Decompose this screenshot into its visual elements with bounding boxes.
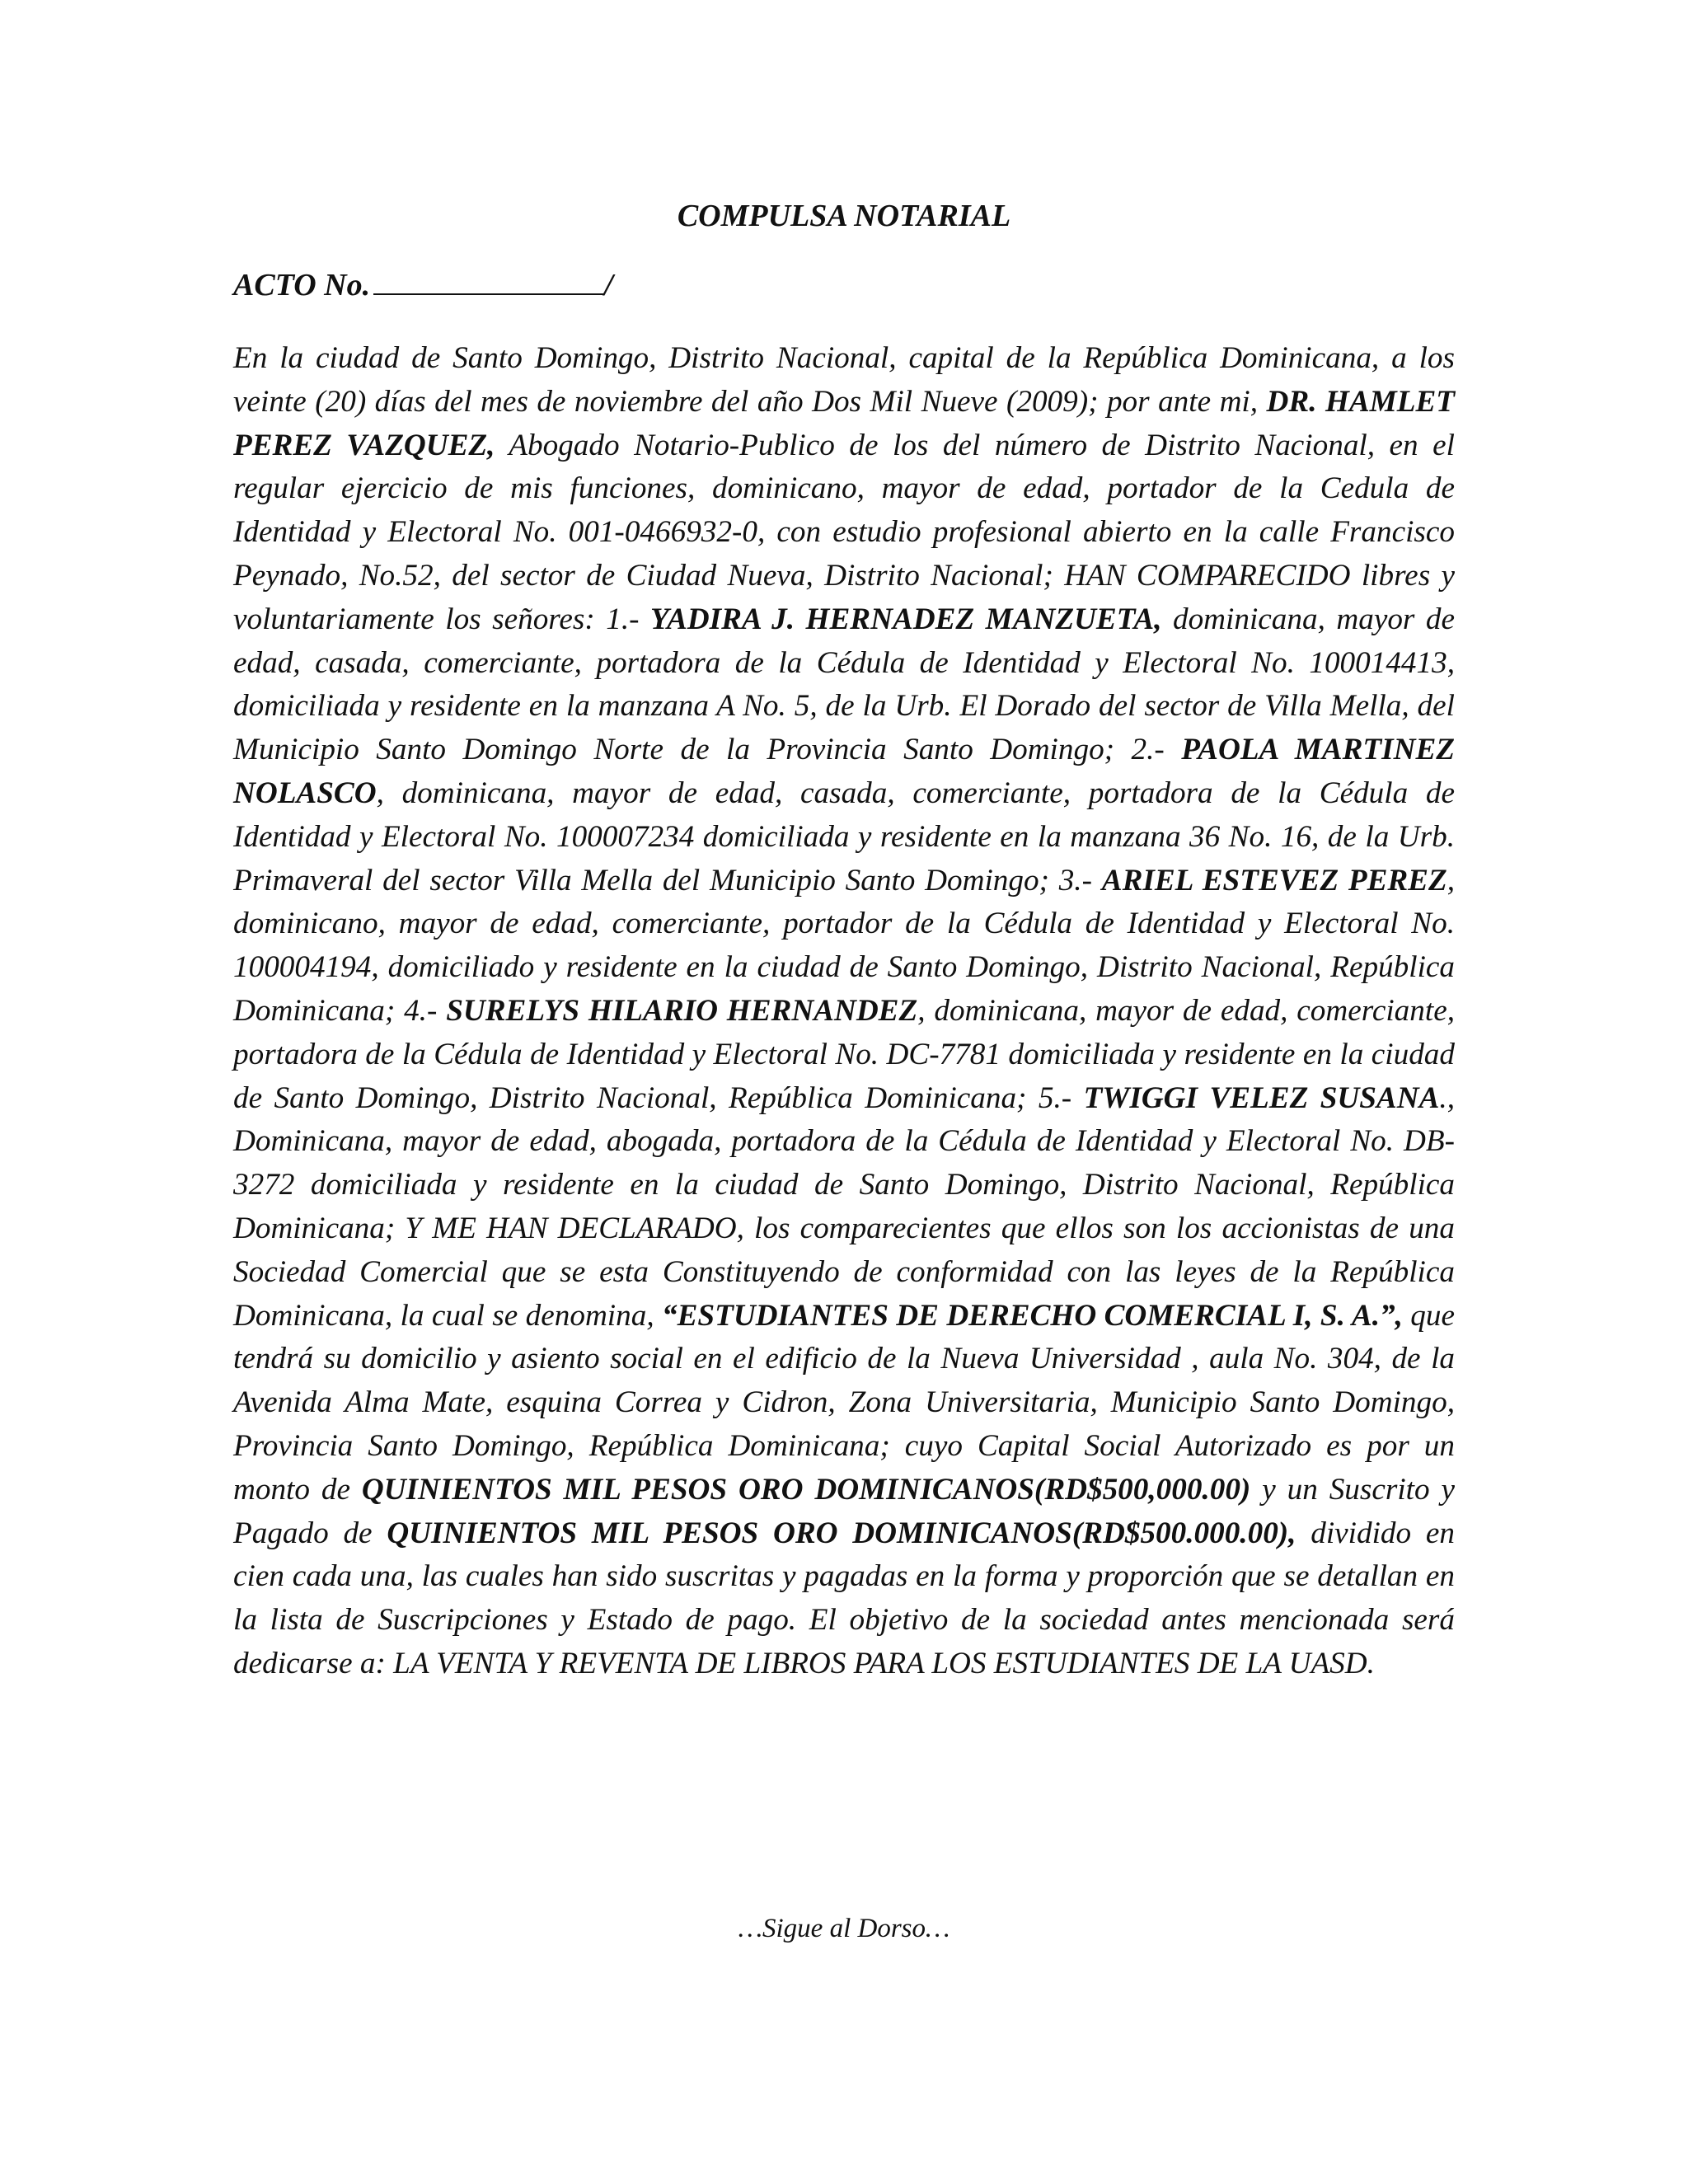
text-run: , dominicana, mayor de edad, comerciante, portadora de la Cédula de Identidad y Electoral No. DC-7781 domiciliada y residente en la ciudad de Santo Domingo, Distrito Nacional, República Dominicana; 5.- — [233, 993, 1455, 1115]
bold-text-run: PAOLA MARTINEZ NOLASCO — [233, 733, 1455, 810]
text-run: En la ciudad de Santo Domingo, Distrito Nacional, capital de la República Dominicana, a los veinte (20) días del mes de noviembre del año Dos Mil Nueve (2009); por ante mi, — [233, 341, 1455, 419]
text-run: , dominicana, mayor de edad, casada, comerciante, portadora de la Cédula de Identidad y Electoral No. 100007234 domiciliada y residente en la manzana 36 No. 16, de la Urb. Primaveral del sector Villa Mella del Municipio Santo Domingo; 3.- — [233, 776, 1455, 898]
bold-text-run: ARIEL ESTEVEZ PEREZ — [1101, 863, 1447, 898]
document-title: COMPULSA NOTARIAL — [677, 199, 1011, 233]
text-run: , dominicano, mayor de edad, comerciante, portador de la Cédula de Identidad y Electoral No. 100004194, domiciliado y residente en la ciudad de Santo Domingo, Distrito Nacional, República Dominicana; 4.- — [233, 863, 1455, 1028]
acto-suffix: / — [604, 268, 613, 302]
body-paragraph — [233, 337, 1455, 1686]
continuation-note: …Sigue al Dorso… — [738, 1914, 950, 1943]
text-run: dividido en cien cada una, las cuales han sido suscritas y pagadas en la forma y proporción que se detallan en la lista de Suscripciones y Estado de pago. El objetivo de la sociedad antes mencionada será dedicarse a: LA VENTA Y REVENTA DE LIBROS PARA LOS ESTUDIANTES DE LA UASD. — [233, 1516, 1455, 1680]
bold-text-run: SURELYS HILARIO HERNANDEZ — [446, 993, 918, 1028]
bold-text-run: YADIRA J. HERNADEZ MANZUETA, — [650, 602, 1162, 636]
acto-number-blank — [373, 265, 604, 295]
acto-label: ACTO No. — [233, 268, 371, 302]
text-run: ., Dominicana, mayor de edad, abogada, portadora de la Cédula de Identidad y Electoral No. DB-3272 domiciliada y residente en la ciudad de Santo Domingo, Distrito Nacional, República Dominicana; Y ME HAN DECLARADO, los comparecientes que ellos son los accionistas de una Sociedad Comercial que se esta Constituyendo de conformidad con las leyes de la República Dominicana, la cual se denomina, — [233, 1080, 1455, 1333]
bold-text-run: QUINIENTOS MIL PESOS ORO DOMINICANOS(RD$500.000.00), — [387, 1516, 1296, 1550]
text-run: Abogado Notario-Publico de los del número de Distrito Nacional, en el regular ejercicio de mis funciones, dominicano, mayor de edad, portador de la Cedula de Identidad y Electoral No. 001-0466932-0, con estudio profesional abierto en la calle Francisco Peynado, No.52, del sector de Ciudad Nueva, Distrito Nacional; HAN COMPARECIDO libres y voluntariamente los señores: 1.- — [233, 428, 1455, 636]
bold-text-run: DR. HAMLET PEREZ VAZQUEZ, — [233, 384, 1455, 462]
bold-text-run: QUINIENTOS MIL PESOS ORO DOMINICANOS(RD$500,000.00) — [361, 1472, 1251, 1507]
bold-text-run: “ESTUDIANTES DE DERECHO COMERCIAL I, S. A.”, — [662, 1298, 1403, 1333]
text-run: que tendrá su domicilio y asiento social en el edificio de la Nueva Universidad , aula No. 304, de la Avenida Alma Mate, esquina Correa y Cidron, Zona Universitaria, Municipio Santo Domingo, Provincia Santo Domingo, República Dominicana; cuyo Capital Social Autorizado es por un monto de — [233, 1298, 1455, 1507]
bold-text-run: TWIGGI VELEZ SUSANA — [1083, 1080, 1440, 1115]
text-run: y un Suscrito y Pagado de — [233, 1472, 1455, 1550]
acto-number-line — [233, 265, 613, 305]
text-run: dominicana, mayor de edad, casada, comerciante, portadora de la Cédula de Identidad y Electoral No. 100014413, domiciliada y residente en la manzana A No. 5, de la Urb. El Dorado del sector de Villa Mella, del Municipio Santo Domingo Norte de la Provincia Santo Domingo; 2.- — [233, 602, 1455, 767]
